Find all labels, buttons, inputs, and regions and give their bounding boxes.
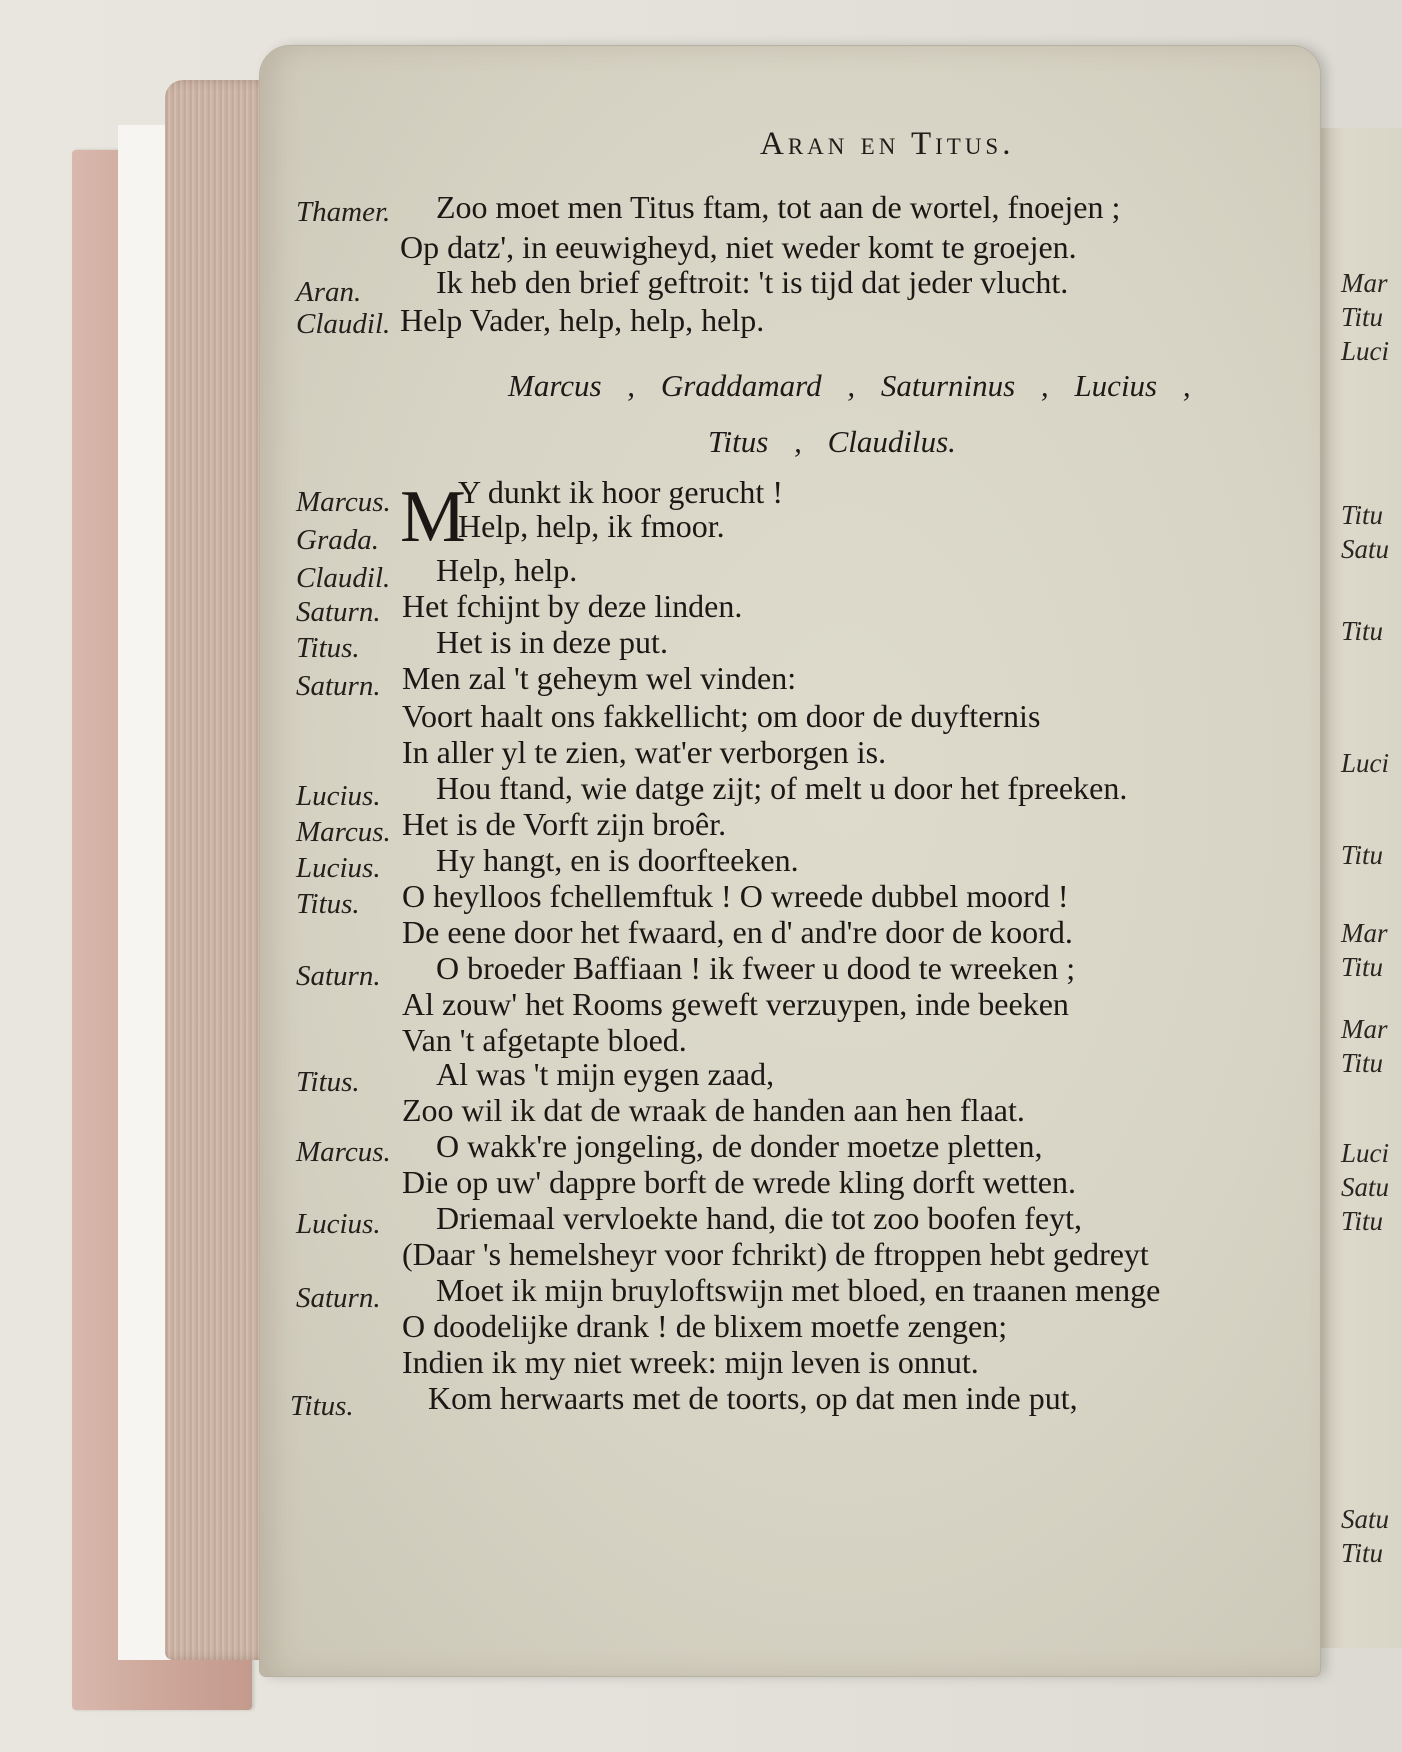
book-page	[260, 46, 1320, 1676]
facing-speaker: Luci	[1341, 748, 1390, 778]
speaker-name: Saturn.	[296, 596, 381, 628]
speaker-name: Lucius.	[296, 780, 381, 812]
facing-speaker: Mar	[1341, 1014, 1388, 1044]
verse-line: Ik heb den brief geftroit: 't is tijd dat jeder vlucht.	[436, 264, 1069, 300]
facing-speaker: Titu	[1341, 616, 1384, 646]
facing-speaker: Luci	[1341, 1138, 1390, 1168]
facing-speaker: Titu	[1341, 1206, 1384, 1236]
speaker-name: Aran.	[296, 276, 362, 308]
speaker-name: Saturn.	[296, 1282, 381, 1314]
verse-line: Zoo wil ik dat de wraak de handen aan hen flaat.	[402, 1092, 1025, 1128]
verse-line: O heylloos fchellemftuk ! O wreede dubbel moord !	[402, 878, 1069, 914]
verse-line: Indien ik my niet wreek: mijn leven is onnut.	[402, 1344, 979, 1380]
cast-name: Marcus ,	[508, 368, 636, 403]
facing-speaker: Titu	[1341, 1048, 1384, 1078]
speaker-name: Titus.	[296, 888, 360, 920]
drop-cap: M	[400, 476, 466, 558]
verse-line: O doodelijke drank ! de blixem moetfe zengen;	[402, 1308, 1008, 1344]
verse-line: Moet ik mijn bruyloftswijn met bloed, en traanen menge	[436, 1272, 1161, 1308]
speaker-name: Marcus.	[296, 1136, 391, 1168]
facing-speaker: Mar	[1341, 268, 1388, 298]
speaker-name: Titus.	[296, 632, 360, 664]
cast-name: Lucius ,	[1074, 368, 1191, 403]
verse-line: O broeder Baffiaan ! ik fweer u dood te wreeken ;	[436, 950, 1076, 986]
cast-name: Claudilus.	[827, 424, 956, 459]
verse-line: De eene door het fwaard, en d' and're door de koord.	[402, 914, 1073, 950]
verse-line: Hy hangt, en is doorfteeken.	[436, 842, 799, 878]
facing-speaker: Titu	[1341, 1538, 1384, 1568]
speaker-name: Claudil.	[296, 562, 391, 594]
verse-line: Het is in deze put.	[436, 624, 668, 660]
verse-line: Help, help.	[436, 552, 578, 588]
facing-speaker: Satu	[1341, 1172, 1390, 1202]
verse-line: Kom herwaarts met de toorts, op dat men inde put,	[428, 1380, 1078, 1416]
verse-line: Driemaal vervloekte hand, die tot zoo boofen feyt,	[436, 1200, 1082, 1236]
verse-line: Het is de Vorft zijn broêr.	[402, 806, 727, 842]
facing-page	[1318, 128, 1402, 1648]
speaker-name: Titus.	[290, 1390, 354, 1422]
facing-speaker: Titu	[1341, 500, 1384, 530]
verse-line: Help Vader, help, help, help.	[400, 302, 765, 338]
verse-line: Die op uw' dappre borft de wrede kling dorft wetten.	[402, 1164, 1076, 1200]
verse-line: Al zouw' het Rooms geweft verzuypen, inde beeken	[402, 986, 1069, 1022]
speaker-name: Marcus.	[296, 486, 391, 518]
speaker-name: Marcus.	[296, 816, 391, 848]
cast-list-line-2	[708, 424, 956, 460]
facing-speaker: Satu	[1341, 1504, 1390, 1534]
facing-speaker: Titu	[1341, 952, 1384, 982]
cast-list-line-1	[508, 368, 1191, 404]
verse-line: Voort haalt ons fakkellicht; om door de duyfternis	[402, 698, 1041, 734]
verse-line: Op datz', in eeuwigheyd, niet weder komt te groejen.	[400, 229, 1077, 265]
verse-line: Y dunkt ik hoor gerucht !	[458, 474, 783, 510]
cast-name: Titus ,	[708, 424, 802, 459]
verse-line: (Daar 's hemelsheyr voor fchrikt) de ftroppen hebt gedreyt	[402, 1236, 1149, 1272]
facing-speaker: Titu	[1341, 840, 1384, 870]
speaker-name: Lucius.	[296, 852, 381, 884]
speaker-name: Grada.	[296, 524, 379, 556]
verse-line: Hou ftand, wie datge zijt; of melt u door het fpreeken.	[436, 770, 1128, 806]
cast-name: Saturninus ,	[880, 368, 1049, 403]
verse-line: Van 't afgetapte bloed.	[402, 1022, 687, 1058]
verse-line: Het fchijnt by deze linden.	[402, 588, 743, 624]
verse-line: Help, help, ik fmoor.	[458, 508, 725, 544]
facing-speaker: Mar	[1341, 918, 1388, 948]
verse-line: Men zal 't geheym wel vinden:	[402, 660, 797, 696]
speaker-name: Saturn.	[296, 960, 381, 992]
speaker-name: Lucius.	[296, 1208, 381, 1240]
cast-name: Graddamard ,	[660, 368, 856, 403]
verse-line: Al was 't mijn eygen zaad,	[436, 1056, 775, 1092]
facing-speaker: Satu	[1341, 534, 1390, 564]
speaker-name: Thamer.	[296, 196, 391, 228]
speaker-name: Claudil.	[296, 308, 391, 340]
facing-speaker: Luci	[1341, 336, 1390, 366]
verse-line: In aller yl te zien, wat'er verborgen is.	[402, 734, 887, 770]
facing-speaker: Titu	[1341, 302, 1384, 332]
verse-line: O wakk're jongeling, de donder moetze pletten,	[436, 1128, 1043, 1164]
running-head: Aran en Titus.	[760, 126, 1015, 162]
speaker-name: Titus.	[296, 1066, 360, 1098]
speaker-name: Saturn.	[296, 670, 381, 702]
verse-line: Zoo moet men Titus ftam, tot aan de wortel, fnoejen ;	[436, 189, 1121, 225]
